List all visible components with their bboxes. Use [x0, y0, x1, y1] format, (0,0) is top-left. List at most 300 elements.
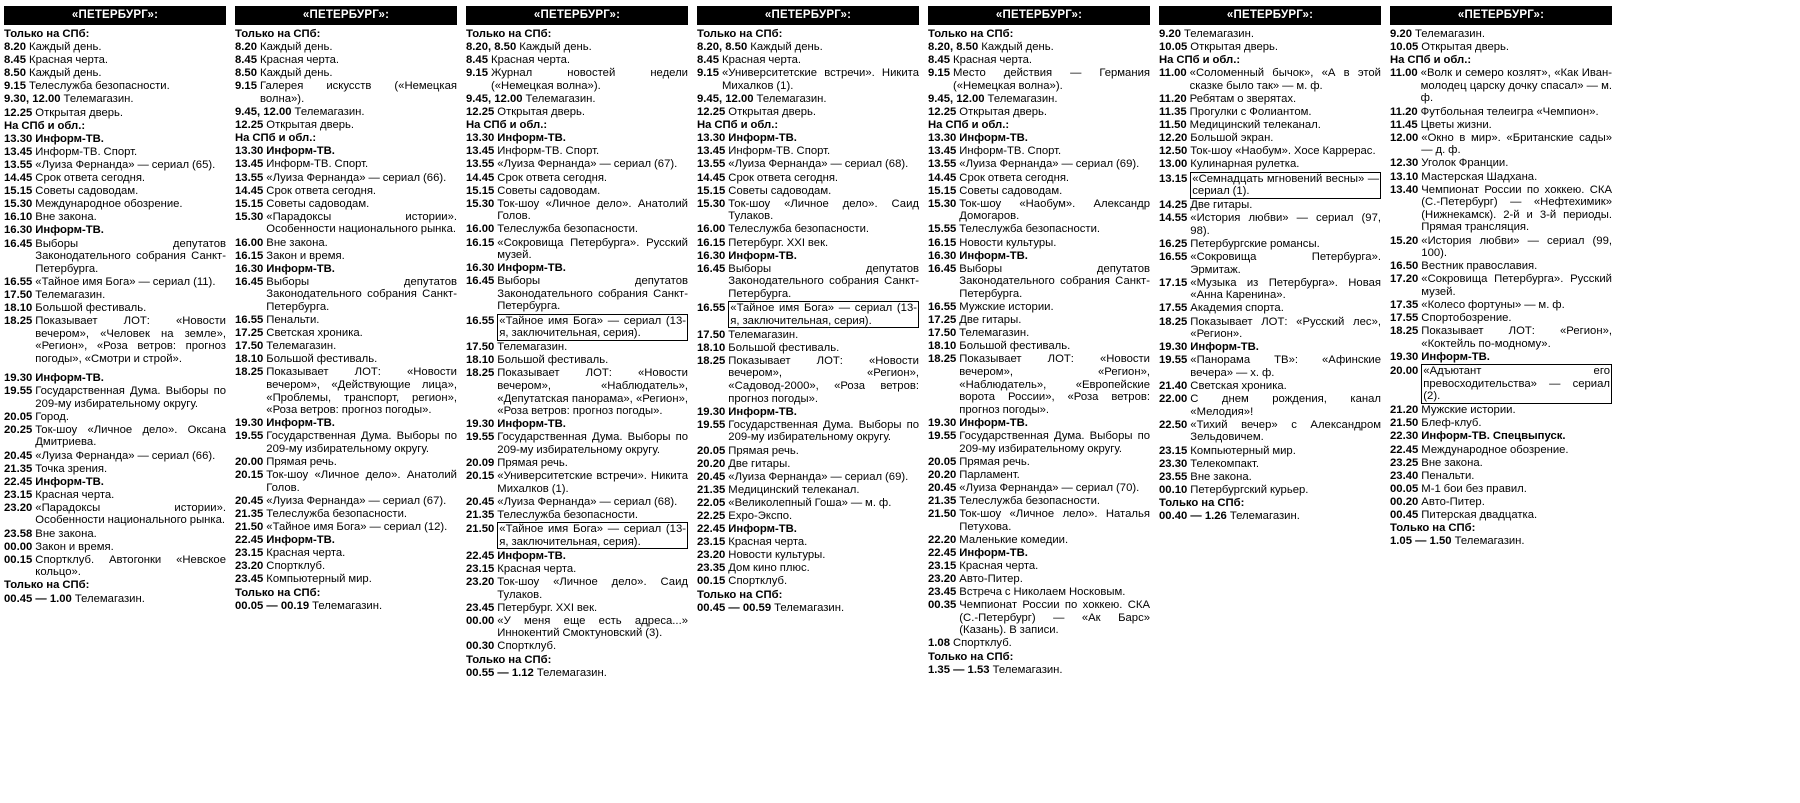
program-title: Советы садоводам.	[35, 185, 139, 198]
program-time: 10.05	[1390, 41, 1419, 54]
program-title: Медицинский телеканал.	[1189, 119, 1321, 132]
program-title: «Тайное имя Бога» — сериал (13-я, заключительная, серия).	[499, 314, 686, 340]
program-title: Большой фестиваль.	[35, 301, 147, 314]
section-header-label: На СПб и обл.:	[1390, 54, 1472, 67]
program-row	[1159, 316, 1381, 341]
program-row	[1159, 471, 1381, 484]
program-time: 15.15	[235, 197, 264, 210]
program-row	[466, 367, 688, 417]
program-title: Большой фестиваль.	[728, 341, 840, 354]
program-title: Пенальти.	[1421, 469, 1475, 482]
program-time: 12.00	[1390, 131, 1419, 144]
program-time: 18.25	[1159, 315, 1188, 328]
program-row	[1159, 119, 1381, 132]
schedule-column	[4, 6, 226, 606]
program-title: Телемагазин.	[1454, 535, 1525, 548]
program-time: 23.55	[1159, 470, 1188, 483]
program-row	[466, 314, 688, 341]
program-time: 19.30	[1159, 341, 1188, 354]
program-time: 23.20	[928, 572, 957, 585]
program-title: Открытая дверь.	[35, 106, 124, 119]
program-time: 23.15	[928, 559, 957, 572]
program-row	[928, 301, 1150, 314]
program-title: Информ-ТВ.	[1421, 350, 1490, 363]
program-row	[1390, 404, 1612, 417]
program-time: 8.20, 8.50	[466, 41, 517, 54]
program-row	[1390, 496, 1612, 509]
program-row	[1390, 273, 1612, 298]
section-header	[466, 28, 688, 41]
program-time: 00.15	[4, 553, 33, 566]
program-row	[466, 550, 688, 563]
program-row	[466, 470, 688, 495]
program-time: 8.50	[235, 67, 257, 80]
program-row	[928, 145, 1150, 158]
program-row	[235, 366, 457, 416]
program-time: 00.00	[4, 540, 33, 553]
program-time: 20.45	[697, 470, 726, 483]
program-row	[928, 132, 1150, 145]
program-title: Государственная Дума. Выборы по 209-му избирательному округу.	[959, 429, 1150, 455]
program-row	[466, 106, 688, 119]
channel-title: «ПЕТЕРБУРГ»:	[466, 6, 688, 25]
program-title: Ехро-Экспо.	[728, 509, 793, 522]
program-title: Международное обозрение.	[35, 198, 183, 211]
program-row	[1390, 351, 1612, 364]
program-time: 16.45	[928, 262, 957, 275]
program-title: Открытая дверь.	[1190, 41, 1279, 54]
program-time: 14.45	[235, 184, 264, 197]
program-row	[697, 536, 919, 549]
program-row	[1390, 184, 1612, 234]
program-row	[928, 340, 1150, 353]
program-time: 23.20	[466, 575, 495, 588]
program-time: 14.25	[1159, 199, 1188, 212]
program-time: 16.55	[235, 314, 264, 327]
program-time: 19.55	[466, 431, 495, 444]
program-row	[4, 211, 226, 224]
program-time: 15.30	[4, 198, 33, 211]
program-title: Информ-ТВ.	[959, 132, 1028, 145]
program-row	[466, 418, 688, 431]
program-time: 13.55	[928, 158, 957, 171]
program-row	[928, 534, 1150, 547]
schedule-column	[1159, 6, 1381, 523]
program-time: 22.05	[697, 496, 726, 509]
program-time: 19.55	[697, 418, 726, 431]
program-row	[1390, 106, 1612, 119]
program-title: Советы садоводам.	[497, 184, 601, 197]
program-time: 23.15	[697, 536, 726, 549]
program-time: 20.25	[4, 423, 33, 436]
program-title: Новости культуры.	[959, 236, 1057, 249]
program-time: 18.25	[928, 353, 957, 366]
program-title: Информ-ТВ.	[497, 549, 566, 562]
program-title: Телемагазин.	[266, 340, 337, 353]
program-row	[4, 54, 226, 67]
program-time: 1.05 — 1.50	[1390, 535, 1452, 548]
program-row	[4, 198, 226, 211]
program-time: 20.00	[235, 456, 264, 469]
program-time: 1.35 — 1.53	[928, 663, 990, 676]
channel-title: «ПЕТЕРБУРГ»:	[928, 6, 1150, 25]
program-row	[4, 238, 226, 276]
program-title: Телемагазин.	[525, 92, 596, 105]
program-title: Спортклуб.	[497, 640, 557, 653]
program-title: Ток-шоу «Личное дело». Оксана Дмитриева.	[35, 423, 226, 449]
program-row	[4, 315, 226, 365]
program-time: 21.35	[4, 462, 33, 475]
program-title: Открытая дверь.	[959, 106, 1048, 119]
program-time: 12.25	[928, 106, 957, 119]
program-row	[928, 54, 1150, 67]
program-row	[697, 602, 919, 615]
program-time: 21.35	[235, 507, 264, 520]
program-row	[1159, 510, 1381, 523]
program-time: 23.58	[4, 527, 33, 540]
program-row	[466, 223, 688, 236]
program-time: 13.55	[4, 158, 33, 171]
program-row	[928, 637, 1150, 650]
program-title: Ток-шоу «Личное дело». Саид Тулаков.	[728, 197, 919, 223]
program-row	[1390, 132, 1612, 157]
program-time: 8.50	[4, 67, 26, 80]
program-title: Информ-ТВ.	[728, 249, 797, 262]
program-title: Телеслужба безопасности.	[959, 223, 1101, 236]
program-title: Информ-ТВ.	[497, 418, 566, 431]
program-title: «Луиза Фернанда» — сериал (69).	[728, 470, 909, 483]
program-row	[1390, 119, 1612, 132]
program-row	[466, 145, 688, 158]
program-time: 12.25	[697, 106, 726, 119]
section-header	[1390, 54, 1612, 67]
program-row	[1390, 67, 1612, 105]
program-row	[4, 172, 226, 185]
program-time: 22.45	[235, 534, 264, 547]
program-row	[1159, 212, 1381, 237]
program-title: «Соломенный бычок», «А в этой сказке было так» — м. ф.	[1189, 67, 1381, 92]
program-title: С днем рождения, канал «Мелодия»!	[1190, 393, 1381, 418]
program-title: Прямая речь.	[959, 455, 1030, 468]
program-time: 13.45	[466, 145, 495, 158]
program-time: 13.30	[235, 145, 264, 158]
program-row	[235, 198, 457, 211]
program-row	[928, 93, 1150, 106]
program-title: Информ-ТВ. Спецвыпуск.	[1421, 430, 1566, 443]
program-time: 20.20	[697, 457, 726, 470]
program-title: Показывает ЛОТ: «Русский лес», «Регион».	[1190, 315, 1381, 341]
program-row	[1390, 260, 1612, 273]
program-row	[4, 41, 226, 54]
program-row	[466, 341, 688, 354]
program-time: 12.25	[466, 106, 495, 119]
program-time: 20.05	[697, 444, 726, 457]
program-title: Светская хроника.	[1190, 380, 1287, 393]
program-title: Советы садоводам.	[728, 184, 832, 197]
program-row	[235, 80, 457, 105]
program-row	[466, 457, 688, 470]
program-row	[928, 172, 1150, 185]
program-row	[235, 263, 457, 276]
program-row	[1390, 312, 1612, 325]
schedule-column	[466, 6, 688, 680]
program-time: 15.15	[928, 184, 957, 197]
program-time: 00.40 — 1.26	[1159, 509, 1227, 522]
program-time: 18.25	[235, 366, 264, 379]
program-time: 19.30	[4, 371, 33, 384]
program-row	[928, 430, 1150, 455]
program-row	[4, 489, 226, 502]
program-time: 23.35	[697, 562, 726, 575]
program-time: 14.45	[4, 172, 33, 185]
program-title: Красная черта.	[35, 488, 115, 501]
section-header-label: На СПб и обл.:	[697, 119, 779, 132]
program-row	[466, 354, 688, 367]
program-title: «Сокровища Петербурга». Русский музей.	[497, 236, 688, 262]
program-title: Информ-ТВ. Спорт.	[728, 145, 831, 158]
program-row	[1390, 430, 1612, 443]
program-title: Открытая дверь.	[728, 106, 817, 119]
program-title: «Луиза Фернанда» — сериал (67).	[497, 158, 678, 171]
program-row	[4, 146, 226, 159]
program-title: Красная черта.	[29, 54, 109, 67]
program-row	[235, 521, 457, 534]
program-row	[4, 554, 226, 579]
program-title: «Луиза Фернанда» — сериал (65).	[35, 158, 216, 171]
program-title: Показывает ЛОТ: «Новости вечером», «Наблюдатель», «Депутатская панорама», «Регион», «Роза ветров: прогноз погоды».	[497, 367, 688, 418]
program-time: 23.20	[235, 560, 264, 573]
program-row	[697, 419, 919, 444]
program-time: 12.50	[1159, 145, 1188, 158]
program-row	[928, 599, 1150, 637]
program-time: 00.30	[466, 640, 495, 653]
program-title: Советы садоводам.	[266, 197, 370, 210]
program-row	[235, 185, 457, 198]
program-time: 00.00	[466, 614, 495, 627]
program-title: Светская хроника.	[266, 327, 363, 340]
program-title: Информ-ТВ. Спорт.	[497, 145, 600, 158]
program-time: 00.15	[697, 575, 726, 588]
program-title: «Сокровища Петербурга». Русский музей.	[1421, 273, 1612, 298]
program-row	[697, 523, 919, 536]
program-time: 22.45	[697, 523, 726, 536]
program-row	[1390, 509, 1612, 522]
program-time: 16.00	[697, 223, 726, 236]
program-title: Спортклуб.	[953, 637, 1012, 650]
program-title: Информ-ТВ.	[266, 262, 335, 275]
program-time: 20.00	[1390, 364, 1419, 377]
program-time: 21.35	[697, 483, 726, 496]
section-header-label: На СПб и обл.:	[4, 119, 86, 132]
program-time: 23.25	[1390, 456, 1419, 469]
program-time: 12.20	[1159, 132, 1188, 145]
program-row	[1390, 28, 1612, 41]
program-title: Срок ответа сегодня.	[959, 171, 1070, 184]
program-time: 16.30	[4, 224, 33, 237]
program-title: Информ-ТВ.	[35, 371, 104, 384]
program-time: 23.45	[235, 573, 264, 586]
program-title: «Луиза Фернанда» — сериал (66).	[266, 171, 447, 184]
program-title: «Луиза Фернанда» — сериал (67).	[266, 494, 447, 507]
program-row	[928, 353, 1150, 416]
program-row	[697, 185, 919, 198]
program-row	[1390, 483, 1612, 496]
program-row	[4, 476, 226, 489]
section-header	[1159, 497, 1381, 510]
program-title: Показывает ЛОТ: «Новости вечером», «Действующие лица», «Проблемы, транспорт, регион», «Роза ветров: прогноз погоды».	[266, 366, 457, 417]
program-title: Телеслужба безопасности.	[29, 80, 170, 93]
program-title: Прямая речь.	[728, 444, 799, 457]
program-row	[466, 132, 688, 145]
program-row	[928, 327, 1150, 340]
channel-title: «ПЕТЕРБУРГ»:	[1390, 6, 1612, 25]
section-header	[697, 589, 919, 602]
program-time: 18.10	[235, 353, 264, 366]
program-title: Красная черта.	[953, 54, 1033, 67]
program-time: 11.20	[1159, 92, 1187, 105]
program-time: 13.00	[1159, 158, 1188, 171]
program-time: 23.45	[466, 601, 495, 614]
program-time: 18.25	[697, 354, 726, 367]
section-header	[1390, 522, 1612, 535]
program-title: Телемагазин.	[63, 93, 134, 106]
program-time: 13.40	[1390, 183, 1419, 196]
program-title: Государственная Дума. Выборы по 209-му избирательному округу.	[266, 430, 457, 455]
program-title: «Волк и семеро козлят», «Как Иван-молодец царску дочку спасал» — м. ф.	[1420, 67, 1612, 105]
program-title: Блеф-клуб.	[1421, 417, 1482, 430]
program-time: 17.50	[928, 327, 957, 340]
program-time: 14.45	[928, 171, 957, 184]
program-row	[1159, 341, 1381, 354]
program-title: Информ-ТВ.	[497, 132, 566, 145]
program-row	[697, 497, 919, 510]
program-row	[4, 424, 226, 449]
program-time: 13.15	[1159, 172, 1188, 185]
program-time: 9.15	[466, 67, 488, 80]
program-title: Чемпионат России по хоккею. СКА (С.-Петербург) — «Ак Барс» (Казань). В записи.	[959, 599, 1150, 637]
program-title: Государственная Дума. Выборы по 209-му избирательному округу.	[35, 385, 226, 410]
program-title: Телемагазин.	[1229, 509, 1300, 522]
program-time: 19.30	[466, 418, 495, 431]
program-title: «Университетские встречи». Никита Михалков (1).	[497, 470, 688, 495]
program-title: Срок ответа сегодня.	[497, 171, 608, 184]
program-row	[466, 41, 688, 54]
program-title: Информ-ТВ.	[497, 262, 566, 275]
program-time: 20.45	[4, 449, 33, 462]
program-time: 16.15	[235, 249, 264, 262]
program-title: Вне закона.	[266, 236, 328, 249]
schedule-column	[235, 6, 457, 613]
program-row	[4, 133, 226, 146]
program-time: 17.50	[4, 288, 33, 301]
program-title: Выборы депутатов Законодательного собрания Санкт-Петербурга.	[728, 262, 919, 300]
section-header	[697, 119, 919, 132]
program-title: Информ-ТВ. Спорт.	[35, 145, 138, 158]
program-title: Выборы депутатов Законодательного собрания Санкт-Петербурга.	[266, 275, 457, 313]
program-time: 22.45	[928, 546, 957, 559]
program-title: Большой экран.	[1190, 132, 1274, 145]
program-row	[4, 80, 226, 93]
program-row	[928, 573, 1150, 586]
program-time: 20.45	[466, 495, 495, 508]
program-time: 16.15	[466, 236, 495, 249]
program-time: 13.30	[466, 132, 495, 145]
program-time: 8.45	[466, 54, 488, 67]
section-header	[928, 651, 1150, 664]
program-title: Информ-ТВ. Спорт.	[266, 158, 369, 171]
program-row	[1159, 354, 1381, 379]
program-title: Две гитары.	[1190, 199, 1253, 212]
program-row	[235, 508, 457, 521]
section-header-label: Только на СПб:	[1159, 496, 1245, 509]
program-row	[235, 119, 457, 132]
program-row	[466, 158, 688, 171]
program-title: «Тихий вечер» с Александром Зельдовичем.	[1190, 418, 1381, 444]
program-time: 23.15	[4, 488, 33, 501]
program-title: Вне закона.	[35, 211, 97, 224]
program-time: 16.45	[697, 262, 726, 275]
program-title: Журнал новостей недели («Немецкая волна»).	[491, 67, 688, 92]
program-time: 22.25	[697, 509, 726, 522]
program-time: 13.30	[697, 132, 726, 145]
program-title: Большой фестиваль.	[959, 340, 1071, 353]
section-header-label: Только на СПб:	[466, 28, 552, 40]
program-time: 15.30	[466, 197, 495, 210]
program-title: Академия спорта.	[1190, 302, 1284, 315]
program-time: 20.45	[235, 494, 264, 507]
program-time: 23.40	[1390, 469, 1419, 482]
section-header-label: Только на СПб:	[697, 588, 783, 601]
program-title: Красная черта.	[260, 54, 340, 67]
program-time: 13.55	[697, 158, 726, 171]
section-header	[1159, 54, 1381, 67]
program-row	[1390, 364, 1612, 404]
program-row	[1159, 67, 1381, 92]
program-time: 16.55	[928, 300, 957, 313]
program-time: 17.55	[1159, 302, 1188, 315]
program-time: 19.55	[928, 429, 957, 442]
program-title: Две гитары.	[959, 314, 1022, 327]
program-row	[466, 667, 688, 680]
program-time: 13.30	[928, 132, 957, 145]
program-row	[928, 263, 1150, 301]
section-header-label: Только на СПб:	[697, 28, 783, 40]
program-time: 8.45	[697, 54, 719, 67]
program-title: «Тайное имя Бога» — сериал (12).	[266, 521, 448, 534]
program-time: 12.25	[4, 106, 33, 119]
program-title: Закон и время.	[35, 540, 114, 553]
program-row	[235, 534, 457, 547]
program-row	[697, 263, 919, 301]
program-row	[466, 522, 688, 549]
program-title: «Музыка из Петербурга». Новая «Анна Каренина».	[1190, 276, 1381, 302]
program-time: 17.50	[235, 340, 264, 353]
program-row	[235, 67, 457, 80]
program-title: Красная черта.	[959, 559, 1039, 572]
schedule-column	[697, 6, 919, 615]
program-title: Цветы жизни.	[1420, 118, 1492, 131]
program-title: Телеслужба безопасности.	[266, 507, 408, 520]
program-row	[235, 353, 457, 366]
program-title: Информ-ТВ.	[959, 249, 1028, 262]
program-time: 18.10	[928, 340, 957, 353]
program-title: Мужские истории.	[1421, 404, 1516, 417]
program-row	[697, 106, 919, 119]
program-row	[697, 158, 919, 171]
program-time: 17.50	[466, 341, 495, 354]
program-row	[697, 93, 919, 106]
program-title: «Парадоксы истории». Особенности национального рынка.	[266, 210, 457, 236]
